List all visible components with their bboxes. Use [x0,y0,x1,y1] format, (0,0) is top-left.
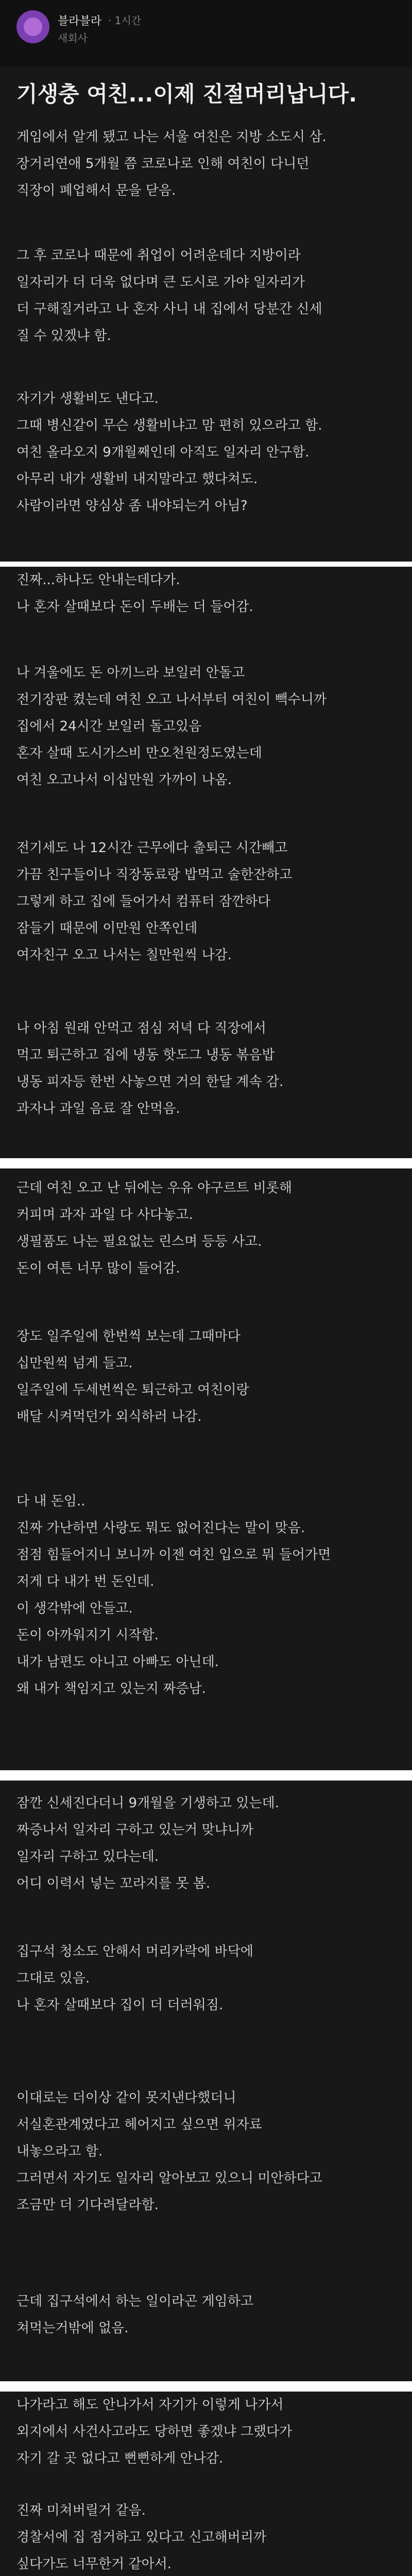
text-line: 돈이 여튼 너무 많이 들어감. [16,1261,180,1276]
paragraph [16,2497,400,2576]
text-line: 조금만 더 기다려달라함. [16,2197,159,2213]
text-line: 일주일에 두세번씩은 퇴근하고 여친이랑 [16,1382,249,1398]
author-name[interactable]: 블라블라 [58,15,102,28]
text-line: 다 내 돈임.. [16,1494,85,1509]
text-line: 싶다가도 너무한거 같아서. [16,2556,172,2572]
post-time: · 1시간 [108,14,142,27]
text-line: 질 수 있겠냐 함. [16,328,111,344]
text-line: 십만원씩 넘게 들고. [16,1355,133,1371]
board-name[interactable]: 새회사 [58,32,88,44]
text-line: 나 겨울에도 돈 아끼느라 보일러 안돌고 [16,665,245,681]
text-line: 일자리가 더 더욱 없다며 큰 도시로 가야 일자리가 [16,275,305,290]
paragraph [16,385,400,519]
text-line: 어디 이력서 넣는 꼬라지를 못 봄. [16,1876,211,1891]
paragraph [16,567,400,620]
paragraph [16,2084,400,2218]
paragraph [16,835,400,969]
post-title: 기생충 여친...이제 진절머리납니다. [16,81,357,107]
text-line: 경찰서에 집 점거하고 있다고 신고해버리까 [16,2530,267,2545]
text-line: 쳐먹는거밖에 없음. [16,2320,129,2336]
text-line: 전기세도 나 12시간 근무에다 출퇴근 시간빼고 [16,840,288,856]
text-line: 자기가 생활비도 낸다고. [16,391,159,406]
text-line: 전기장판 켰는데 여친 오고 나서부터 여친이 빽수니까 [16,692,327,707]
text-line: 사람이라면 양심상 좀 내야되는거 아님? [16,498,248,514]
post-body-panel-3 [0,1168,412,1770]
text-line: 그대로 있음. [16,1971,90,1986]
paragraph [16,2392,400,2472]
paragraph [16,1015,400,1122]
text-line: 직장이 폐업해서 문을 닫음. [16,183,176,198]
author-avatar[interactable] [16,10,49,43]
text-line: 서실혼관계였다고 헤어지고 싶으면 위자료 [16,2117,262,2132]
paragraph [16,2288,400,2342]
text-line: 일자리 구하고 있다는데. [16,1849,159,1865]
text-line: 나 아침 원래 안먹고 점심 저녁 다 직장에서 [16,1021,266,1036]
text-line: 자기 갈 곳 없다고 뻔뻔하게 안나감. [16,2451,224,2466]
text-line: 여친 오고나서 이십만원 가까이 나옴. [16,772,232,788]
paragraph [16,1323,400,1430]
paragraph [16,124,400,204]
text-line: 아무리 내가 생활비 내지말라고 했다쳐도. [16,471,258,487]
text-line: 짜증나서 일자리 구하고 있는거 맞냐니까 [16,1822,254,1838]
post-body-panel-1 [0,67,412,562]
paragraph [16,242,400,349]
paragraph [16,1175,400,1282]
paragraph [16,1938,400,2019]
paragraph [16,1790,400,1897]
text-line: 이 생각밖에 안들고. [16,1601,133,1616]
text-line: 나 혼자 살때보다 돈이 두배는 더 들어감. [16,599,253,615]
text-line: 왜 내가 책임지고 있는지 짜증남. [16,1681,206,1697]
text-line: 여자친구 오고 나서는 칠만원씩 나감. [16,947,232,963]
text-line: 더 구해질거라고 나 혼자 사니 내 집에서 당분간 신세 [16,301,322,317]
text-line: 나가라고 해도 안나가서 자기가 이렇게 나가서 [16,2397,284,2413]
text-line: 혼자 살때 도시가스비 만오천원정도였는데 [16,745,262,761]
text-line: 가끔 친구들이나 직장동료랑 밥먹고 술한잔하고 [16,867,293,883]
text-line: 진짜 가난하면 사랑도 뭐도 없어진다는 말이 맞음. [16,1520,305,1536]
text-line: 먹고 퇴근하고 집에 냉동 핫도그 냉동 볶음밥 [16,1047,275,1063]
text-line: 진짜...하나도 안내는데다가. [16,572,180,588]
text-line: 근데 집구석에서 하는 일이라곤 게임하고 [16,2294,254,2309]
text-line: 장도 일주일에 한번씩 보는데 그때마다 [16,1329,241,1344]
text-line: 생필품도 나는 필요없는 린스며 등등 사고. [16,1234,262,1249]
post-body-panel-4 [0,1781,412,2381]
text-line: 배달 시켜먹던가 외식하러 나감. [16,1409,202,1425]
text-line: 돈이 아까워지기 시작함. [16,1628,159,1643]
text-line: 이대로는 더이상 같이 못지낸다했더니 [16,2090,236,2106]
text-line: 내가 남편도 아니고 아빠도 아닌데. [16,1654,219,1670]
text-line: 근데 여친 오고 난 뒤에는 우유 야구르트 비롯해 [16,1180,293,1196]
text-line: 그러면서 자기도 일자리 알아보고 있으니 미안하다고 [16,2171,322,2186]
text-line: 외지에서 사건사고라도 당하면 좋겠냐 그랬다가 [16,2424,293,2439]
text-line: 그렇게 하고 집에 들어가서 컴퓨터 잠깐하다 [16,894,271,909]
avatar-image [24,18,42,36]
text-line: 그 후 코로나 때문에 취업이 어려운데다 지방이라 [16,248,301,263]
post-header [0,0,412,67]
text-line: 진짜 미쳐버릴거 같음. [16,2503,146,2518]
text-line: 나 혼자 살때보다 집이 더 더러워짐. [16,1997,224,2013]
post-body-panel-5 [0,2392,412,2576]
text-line: 집구석 청소도 안해서 머리카락에 바닥에 [16,1944,254,1959]
text-line: 잠깐 신세진다더니 9개월을 기생하고 있는데. [16,1795,279,1811]
paragraph [16,659,400,793]
post-body-panel-2 [0,567,412,1158]
text-line: 점점 힘들어지니 보니까 이젠 여친 입으로 뭐 들어가면 [16,1547,331,1563]
text-line: 내놓으라고 함. [16,2144,103,2159]
text-line: 냉동 피자등 한번 사놓으면 거의 한달 계속 감. [16,1074,284,1090]
text-line: 장거리연애 5개월 쯤 코로나로 인해 여친이 다니던 [16,156,310,172]
text-line: 게임에서 알게 됐고 나는 서울 여친은 지방 소도시 삼. [16,129,327,145]
text-line: 여친 올라오지 9개월째인데 아직도 일자리 안구함. [16,445,310,460]
paragraph [16,1488,400,1702]
text-line: 저게 다 내가 번 돈인데. [16,1574,154,1589]
text-line: 그때 병신같이 무슨 생활비냐고 맘 편히 있으라고 함. [16,418,322,433]
text-line: 커피며 과자 과일 다 사다놓고. [16,1207,193,1223]
text-line: 집에서 24시간 보일러 돌고있음 [16,719,202,734]
text-line: 잠들기 때문에 이만원 안쪽인데 [16,921,198,936]
text-line: 과자나 과일 음료 잘 안먹음. [16,1101,180,1116]
